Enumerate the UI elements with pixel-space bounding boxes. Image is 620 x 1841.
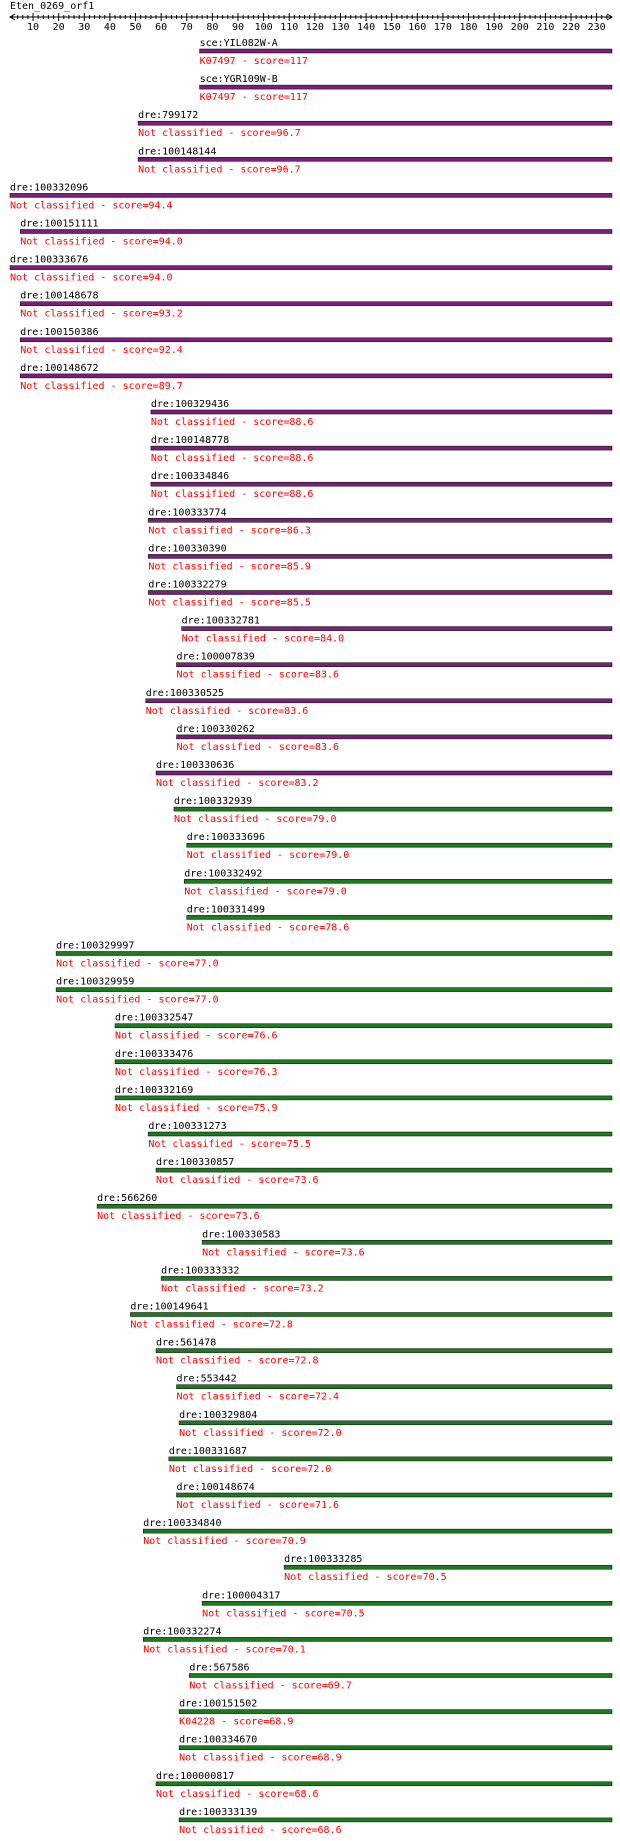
hit-bar[interactable] [151,482,612,486]
hit-description: Not classified - score=89.7 [20,380,183,392]
hit-name[interactable]: dre:100330525 [145,687,225,699]
hit-row[interactable] [148,543,612,572]
hit-description: Not classified - score=86.3 [148,525,311,537]
ruler-tick-label: 120 [305,22,324,33]
hit-name[interactable]: dre:100151111 [20,218,99,230]
hit-description: Not classified - score=70.5 [202,1608,365,1620]
hit-bar[interactable] [177,1385,612,1389]
hit-bar[interactable] [179,1818,612,1822]
hit-description: Not classified - score=78.6 [186,922,350,934]
hit-name[interactable]: dre:100333476 [115,1048,194,1060]
hit-description: Not classified - score=70.1 [143,1644,306,1656]
hit-row[interactable] [179,1410,612,1439]
hit-bar[interactable] [189,1674,612,1678]
hit-description: Not classified - score=94.0 [10,272,173,284]
ruler-tick-label: 90 [231,22,245,33]
hit-description: Not classified - score=72.0 [179,1427,342,1439]
hit-bar[interactable] [20,338,612,342]
hit-bar[interactable] [161,1276,612,1280]
hit-bar[interactable] [177,663,612,667]
hit-bar[interactable] [177,1493,612,1497]
hit-name[interactable]: dre:100332274 [143,1626,222,1638]
ruler-tick-label: 150 [382,22,401,33]
hit-row[interactable] [174,796,612,825]
ruler-tick-label: 20 [52,22,65,33]
hit-name[interactable]: dre:100148678 [20,290,99,302]
hit-description: Not classified - score=72.8 [130,1319,293,1331]
query-title: Eten_0269_orf1 [10,1,95,12]
ruler-tick-label: 10 [27,22,40,33]
ruler-tick-label: 190 [485,22,504,33]
hit-description: Not classified - score=70.5 [284,1572,447,1584]
hit-description: Not classified - score=85.9 [148,561,311,573]
hit-description: Not classified - score=68.9 [179,1752,342,1764]
hit-description: Not classified - score=73.6 [202,1247,365,1259]
hit-list [10,38,612,1836]
hit-row[interactable] [151,399,612,428]
ruler-tick-label: 160 [408,22,427,33]
ruler-tick-label: 70 [180,22,193,33]
hit-bar[interactable] [115,1096,612,1100]
hit-bar[interactable] [284,1565,612,1569]
hit-row[interactable] [169,1446,612,1475]
hit-row[interactable] [146,688,612,717]
hit-name[interactable]: dre:100332781 [181,615,260,627]
hit-row[interactable] [56,977,612,1006]
hit-description: Not classified - score=84.0 [181,633,345,645]
hit-name[interactable]: dre:100333696 [186,832,266,844]
hit-description: Not classified - score=73.2 [161,1283,324,1295]
hit-bar[interactable] [151,410,612,414]
hit-description: Not classified - score=72.0 [168,1463,332,1475]
hit-name[interactable]: dre:100329959 [56,976,135,988]
hit-name[interactable]: dre:100331687 [168,1445,248,1457]
hit-row[interactable] [143,1626,612,1655]
hit-bar[interactable] [56,988,612,992]
hit-row[interactable] [115,1013,612,1042]
hit-bar[interactable] [179,1421,612,1425]
hit-bar[interactable] [20,374,612,378]
hit-description: Not classified - score=85.5 [148,597,311,609]
hit-row[interactable] [182,616,612,645]
hit-name[interactable]: dre:100000817 [156,1770,235,1782]
hit-bar[interactable] [97,1204,612,1208]
hit-description: Not classified - score=73.6 [156,1175,319,1187]
hit-description: K04228 - score=68.9 [179,1716,294,1728]
hit-bar[interactable] [10,193,612,197]
hit-description: Not classified - score=76.6 [115,1030,278,1042]
hit-name[interactable]: dre:100331499 [186,904,266,916]
hit-row[interactable] [138,146,612,175]
hit-name[interactable]: dre:100333285 [284,1554,363,1566]
hit-description: Not classified - score=73.6 [97,1211,260,1223]
ruler-tick-label: 40 [103,22,116,33]
hit-bar[interactable] [20,302,612,306]
hit-description: Not classified - score=79.0 [184,886,347,898]
hit-description: Not classified - score=72.4 [176,1391,340,1403]
hit-name[interactable]: dre:567586 [189,1662,250,1674]
hit-row[interactable] [97,1193,612,1222]
ruler-tick-label: 210 [536,22,555,33]
hit-description: Not classified - score=83.6 [176,741,340,753]
hit-row[interactable] [177,724,612,753]
hit-row[interactable] [148,507,612,536]
hit-description: Not classified - score=71.6 [176,1500,340,1511]
hit-bar[interactable] [187,915,612,919]
hit-name[interactable]: dre:100330636 [156,760,235,771]
ruler-tick-label: 140 [357,22,376,33]
hit-row[interactable] [200,74,612,103]
hit-name[interactable]: dre:100332939 [173,796,253,808]
hit-bar[interactable] [169,1457,612,1461]
hit-name[interactable]: dre:100333332 [161,1265,240,1277]
hit-name[interactable]: dre:100150386 [20,326,99,338]
hit-bar[interactable] [115,1060,612,1064]
hit-row[interactable] [187,904,612,933]
hit-row[interactable] [161,1265,612,1294]
hit-row[interactable] [156,760,612,789]
hit-name[interactable]: dre:100332279 [148,579,227,591]
hit-row[interactable] [177,652,612,681]
hit-bar[interactable] [138,157,612,161]
ruler-tick-label: 50 [129,22,142,33]
hit-bar[interactable] [202,1240,612,1244]
hit-name[interactable]: dre:100329804 [179,1409,258,1421]
hit-name[interactable]: dre:100151502 [179,1698,258,1710]
hit-description: Not classified - score=68.6 [156,1788,319,1800]
hit-bar[interactable] [177,735,612,739]
hit-description: Not classified - score=72.8 [156,1355,319,1367]
hit-description: Not classified - score=94.0 [20,236,183,248]
hit-bar[interactable] [56,952,612,956]
ruler-tick-label: 230 [587,22,606,33]
ruler-tick-label: 30 [78,22,91,33]
hit-name[interactable]: dre:100333676 [10,254,89,266]
hit-description: Not classified - score=92.4 [20,344,183,356]
hit-row[interactable] [20,219,612,248]
hit-name[interactable]: sce:YIL082W-A [199,38,278,49]
hit-name[interactable]: dre:100148674 [176,1482,255,1493]
hit-bar[interactable] [10,266,612,270]
hit-name[interactable]: dre:561478 [156,1337,217,1349]
hit-description: Not classified - score=77.0 [56,994,219,1006]
hit-row[interactable] [148,1121,612,1150]
position-ruler [10,13,612,33]
hit-row[interactable] [10,182,612,211]
hit-bar[interactable] [146,699,612,703]
hit-description: Not classified - score=83.6 [145,705,309,717]
hit-bar[interactable] [148,1132,612,1136]
hit-name[interactable]: dre:100334846 [150,471,230,483]
ruler-tick-label: 200 [510,22,529,33]
hit-bar[interactable] [179,1710,612,1714]
hit-row[interactable] [10,255,612,284]
hit-bar[interactable] [200,85,612,89]
hit-row[interactable] [130,1302,612,1331]
hit-bar[interactable] [179,1746,612,1750]
hit-description: Not classified - score=69.7 [189,1680,352,1692]
hit-bar[interactable] [148,591,612,595]
hit-name[interactable]: sce:YGR109W-B [199,74,278,86]
hit-name[interactable]: dre:100330262 [176,723,255,735]
hit-name[interactable]: dre:100329436 [150,399,230,410]
hit-bar[interactable] [148,554,612,558]
hit-description: K07497 - score=117 [199,56,308,67]
hit-name[interactable]: dre:553442 [176,1373,237,1385]
hit-name[interactable]: dre:100148672 [20,362,99,374]
hit-name[interactable]: dre:100149641 [130,1301,209,1313]
hit-description: Not classified - score=79.0 [173,814,337,826]
ruler-tick-label: 110 [280,22,299,33]
hit-bar[interactable] [187,843,612,847]
hit-description: Not classified - score=79.0 [186,850,350,862]
hit-name[interactable]: dre:100334840 [143,1518,222,1530]
hit-name[interactable]: dre:100329997 [56,940,135,952]
hit-name[interactable]: dre:100330390 [148,543,227,555]
hit-bar[interactable] [148,518,612,522]
hit-description: K07497 - score=117 [199,92,308,104]
hit-name[interactable]: dre:100148778 [150,435,230,447]
hit-row[interactable] [56,941,612,970]
hit-row[interactable] [179,1699,612,1728]
hit-bar[interactable] [130,1313,612,1317]
ruler-tick-label: 170 [433,22,452,33]
hit-row[interactable] [179,1807,612,1836]
hit-name[interactable]: dre:100007839 [176,651,255,663]
hit-name[interactable]: dre:100333139 [179,1806,258,1818]
ruler-tick-label: 100 [254,22,273,33]
hit-name[interactable]: dre:100331273 [148,1121,227,1132]
hit-description: Not classified - score=68.6 [179,1824,342,1836]
hit-bar[interactable] [202,1601,612,1605]
hit-bar[interactable] [156,1168,612,1172]
hit-row[interactable] [179,1735,612,1764]
hit-description: Not classified - score=94.4 [10,200,173,212]
hit-description: Not classified - score=96.7 [138,164,301,176]
hit-bar[interactable] [115,1024,612,1028]
hit-name[interactable]: dre:100332169 [115,1084,194,1096]
hit-row[interactable] [156,1771,612,1800]
hit-row[interactable] [20,363,612,392]
hit-description: Not classified - score=83.6 [176,669,340,681]
hit-name[interactable]: dre:799172 [138,110,199,122]
hit-row[interactable] [115,1085,612,1114]
hit-name[interactable]: dre:100333774 [148,507,227,519]
hit-row[interactable] [189,1663,612,1692]
hit-row[interactable] [156,1157,612,1186]
hit-name[interactable]: dre:100330583 [202,1229,281,1241]
hit-row[interactable] [202,1590,612,1619]
hit-row[interactable] [115,1049,612,1078]
hit-bar[interactable] [143,1529,612,1533]
hit-name[interactable]: dre:100332096 [10,182,89,194]
hit-bar[interactable] [156,1782,612,1786]
ruler-tick-label: 130 [331,22,350,33]
hit-bar[interactable] [184,879,612,883]
hit-description: Not classified - score=96.7 [138,128,301,140]
hit-row[interactable] [177,1374,612,1403]
hit-row[interactable] [148,580,612,609]
hit-row[interactable] [156,1338,612,1367]
hit-row[interactable] [177,1482,612,1511]
hit-bar[interactable] [156,771,612,775]
hit-bar[interactable] [182,627,612,631]
hit-row[interactable] [200,38,612,67]
hit-description: Not classified - score=70.9 [143,1536,306,1548]
hit-bar[interactable] [143,1637,612,1641]
hit-bar[interactable] [138,121,612,125]
hit-name[interactable]: dre:100004317 [202,1590,281,1602]
hit-bar[interactable] [20,230,612,234]
hit-row[interactable] [202,1229,612,1258]
hit-description: Not classified - score=75.5 [148,1139,311,1150]
hit-row[interactable] [284,1554,612,1583]
hit-row[interactable] [151,471,612,500]
hit-bar[interactable] [174,807,612,811]
hit-name[interactable]: dre:100148144 [138,146,217,158]
hit-bar[interactable] [151,446,612,450]
hit-row[interactable] [20,291,612,320]
hit-row[interactable] [138,110,612,139]
hit-description: Not classified - score=76.3 [115,1066,278,1078]
hit-row[interactable] [184,868,612,897]
hit-name[interactable]: dre:100330857 [156,1157,235,1169]
hit-name[interactable]: dre:100334670 [179,1734,258,1746]
hit-row[interactable] [20,327,612,356]
ruler-tick-label: 80 [206,22,219,33]
hit-name[interactable]: dre:566260 [97,1193,158,1205]
hit-row[interactable] [143,1518,612,1547]
hit-row[interactable] [151,435,612,464]
ruler-tick-label: 220 [561,22,581,33]
hit-description: Not classified - score=88.6 [150,489,314,501]
hit-name[interactable]: dre:100332492 [184,868,263,880]
hit-description: Not classified - score=93.2 [20,308,183,320]
ruler-tick-label: 180 [459,22,478,33]
hit-bar[interactable] [200,49,612,53]
hit-description: Not classified - score=77.0 [56,958,219,970]
hit-description: Not classified - score=88.6 [150,453,314,465]
hit-description: Not classified - score=83.2 [156,778,319,789]
ruler-tick-label: 60 [155,22,168,33]
hit-description: Not classified - score=75.9 [115,1102,278,1114]
hit-bar[interactable] [156,1349,612,1353]
hit-row[interactable] [187,832,612,861]
hit-description: Not classified - score=88.6 [150,417,314,428]
hit-name[interactable]: dre:100332547 [115,1012,194,1024]
